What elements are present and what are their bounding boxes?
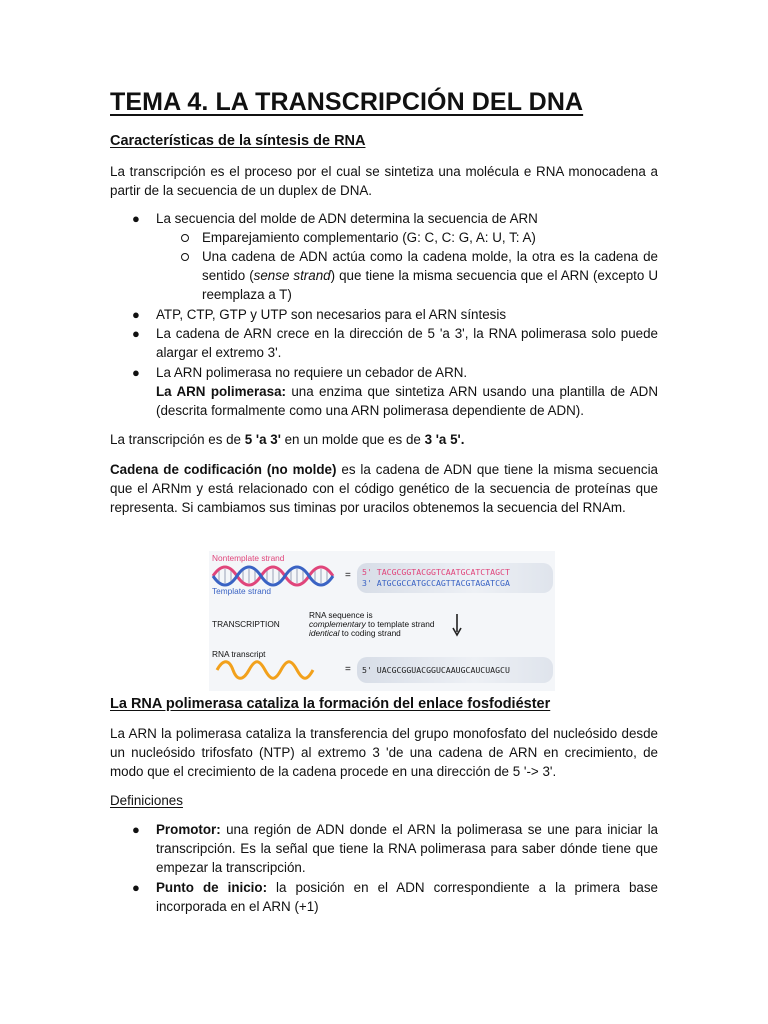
bullet-dot: ●	[132, 307, 140, 322]
page-title: TEMA 4. LA TRANSCRIPCIÓN DEL DNA	[110, 88, 584, 116]
polymerase-definition: La ARN polimerasa: una enzima que sintetiza ARN usando una plantilla de ADN (descrita formalmente como una ARN polimerasa dependiente de ADN).	[156, 384, 658, 418]
bullet-dot: ●	[132, 211, 140, 226]
equals-sign: =	[345, 664, 351, 675]
nontemplate-sequence: 5' TACGCGGTACGGTCAATGCATCTAGCT	[362, 567, 510, 577]
bullet-no-primer: La ARN polimerasa no requiere un cebador de ARN.	[156, 365, 468, 380]
polymerase-paragraph: La ARN la polimerasa cataliza la transferencia del grupo monofosfato del nucleósido desde un nucleósido trifosfato (NTP) al extremo 3 'de una cadena de ARN en crecimiento, de modo que el crecimiento de la cadena procede en una dirección de 5 '-> 3'.	[110, 726, 658, 779]
rna-strand-line	[217, 662, 313, 679]
section-heading-polymerase: La RNA polimerasa cataliza la formación del enlace fosfodiéster	[110, 696, 551, 712]
rna-strand-graphic	[211, 659, 341, 681]
template-strand-label: Template strand	[212, 586, 272, 596]
dna-sequence-box	[357, 563, 553, 593]
direction-paragraph: La transcripción es de 5 'a 3' en un molde que es de 3 'a 5'.	[110, 432, 465, 447]
sub-bullet-pairing: Emparejamiento complementario (G: C, C: G, A: U, T: A)	[202, 230, 536, 245]
definition-start-point: Punto de inicio: la posición en el ADN correspondiente a la primera base incorporada en el ARN (+1)	[156, 880, 658, 914]
rna-sequence-box	[357, 657, 553, 683]
definitions-label: Definiciones	[110, 793, 183, 808]
down-arrow-icon	[451, 613, 463, 637]
bullet-direction: La cadena de ARN crece en la dirección de 5 'a 3', la RNA polimerasa solo puede alargar el extremo 3'.	[156, 326, 658, 360]
rna-transcript-label: RNA transcript	[212, 649, 266, 659]
template-sequence: 3' ATGCGCCATGCCAGTTACGTAGATCGA	[362, 578, 510, 588]
bullet-dot: ●	[132, 326, 140, 341]
sub-bullet-circle	[181, 253, 189, 261]
sub-bullet-strands: Una cadena de ADN actúa como la cadena molde, la otra es la cadena de sentido (sense strand) que tiene la misma secuencia que el ARN (excepto U reemplaza a T)	[202, 249, 659, 302]
equals-sign: =	[345, 570, 351, 581]
bullet-dot: ●	[132, 880, 140, 895]
transcription-label: TRANSCRIPTION	[212, 619, 280, 629]
rna-sequence: 5' UACGCGGUACGGUCAAUGCAUCUAGCU	[362, 665, 510, 675]
bullet-dot: ●	[132, 365, 140, 380]
bullet-template-sequence: La secuencia del molde de ADN determina la secuencia de ARN	[156, 211, 538, 226]
bullet-dot: ●	[132, 822, 140, 837]
coding-strand-paragraph: Cadena de codificación (no molde) es la cadena de ADN que tiene la misma secuencia que el ARNm y está relacionado con el código genético de la secuencia de proteínas que representa. Si cambiamos sus timinas por uracilos obtenemos la secuencia del RNAm.	[110, 462, 658, 515]
section-heading-rna-synthesis: Características de la síntesis de RNA	[110, 133, 366, 149]
definition-promoter: Promotor: una región de ADN donde el ARN la polimerasa se une para iniciar la transcripción. Es la señal que tiene la RNA polimerasa para saber dónde tiene que empezar la transcripción.	[156, 822, 658, 875]
rna-sequence-note: RNA sequence is complementary to template strand identical to coding strand	[309, 610, 435, 638]
transcription-figure	[209, 551, 555, 691]
bullet-ntps: ATP, CTP, GTP y UTP son necesarios para el ARN síntesis	[156, 307, 507, 322]
nontemplate-strand-label: Nontemplate strand	[212, 553, 285, 563]
dna-helix-graphic	[211, 564, 341, 588]
sub-bullet-circle	[181, 234, 189, 242]
intro-paragraph: La transcripción es el proceso por el cual se sintetiza una molécula e RNA monocadena a partir de la secuencia de un duplex de DNA.	[110, 164, 658, 198]
